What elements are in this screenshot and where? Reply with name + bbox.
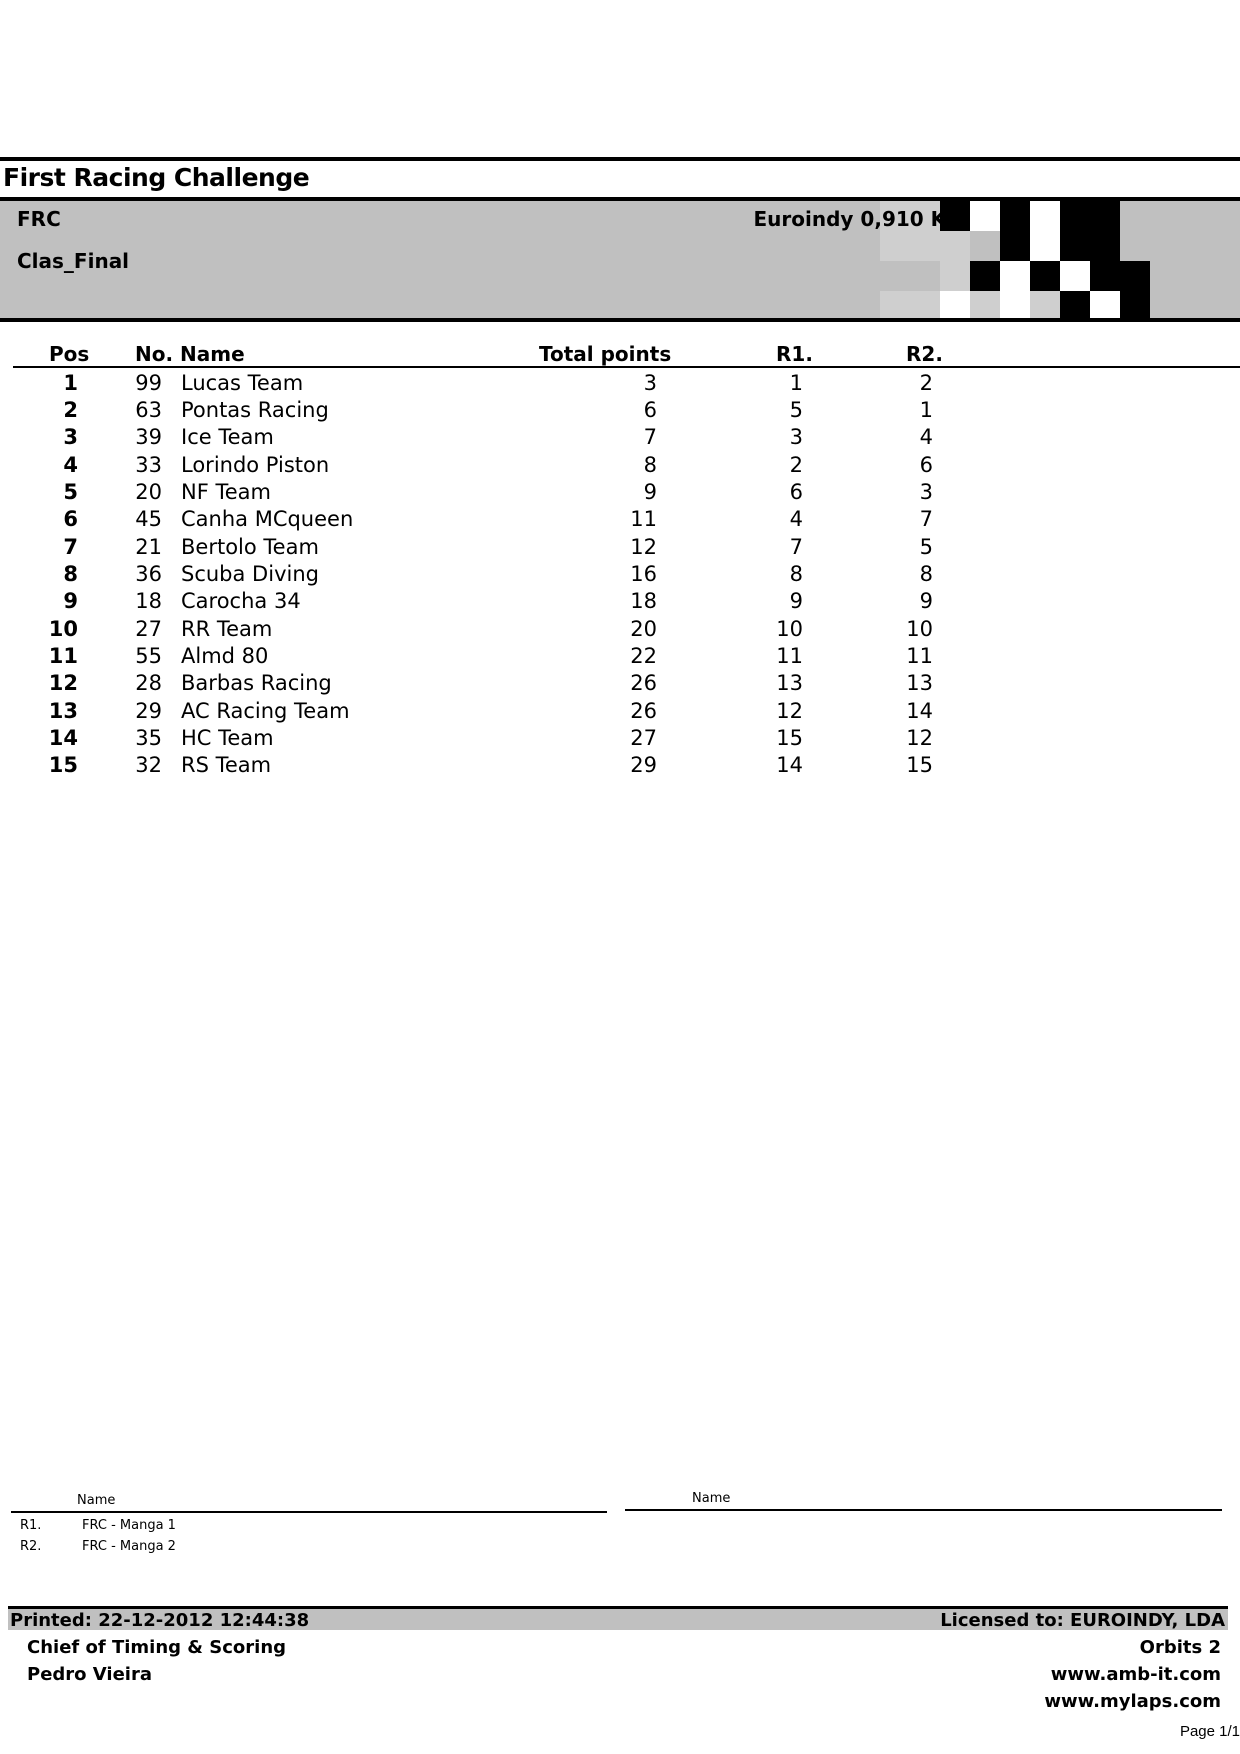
race1-result: 2 xyxy=(789,453,803,477)
flag-square xyxy=(1060,261,1090,291)
legend-left-rule xyxy=(11,1511,607,1513)
position: 10 xyxy=(48,617,78,641)
total-points: 12 xyxy=(630,535,657,559)
flag-square xyxy=(1000,231,1030,261)
table-row xyxy=(0,671,1240,698)
total-points: 22 xyxy=(630,644,657,668)
series-name: FRC xyxy=(17,207,61,231)
race2-result: 4 xyxy=(919,425,933,449)
race2-result: 15 xyxy=(906,753,933,777)
car-number: 20 xyxy=(135,480,162,504)
official-name: Pedro Vieira xyxy=(27,1664,152,1685)
position: 6 xyxy=(63,507,78,531)
total-points: 27 xyxy=(630,726,657,750)
race2-result: 14 xyxy=(906,699,933,723)
team-name: RS Team xyxy=(181,753,272,777)
race1-result: 12 xyxy=(776,699,803,723)
table-row xyxy=(0,398,1240,425)
position: 7 xyxy=(63,535,78,559)
track-name: Euroindy 0,910 Km xyxy=(753,207,967,231)
total-points: 26 xyxy=(630,671,657,695)
table-row xyxy=(0,699,1240,726)
flag-square xyxy=(1090,261,1120,291)
flag-square xyxy=(910,231,940,261)
flag-square xyxy=(880,291,910,320)
race2-result: 1 xyxy=(919,398,933,422)
position: 14 xyxy=(48,726,78,750)
page-number: Page 1/1 xyxy=(1179,1723,1240,1740)
race2-result: 7 xyxy=(919,507,933,531)
legend-left-header: Name xyxy=(77,1493,116,1508)
table-row xyxy=(0,371,1240,398)
total-points: 9 xyxy=(643,480,657,504)
column-header-pos: Pos xyxy=(49,342,90,366)
legend-right-header: Name xyxy=(692,1491,731,1506)
race2-result: 6 xyxy=(919,453,933,477)
car-number: 21 xyxy=(135,535,162,559)
flag-square xyxy=(1090,231,1120,261)
flag-square xyxy=(940,231,970,261)
team-name: Bertolo Team xyxy=(181,535,319,559)
flag-square xyxy=(970,291,1000,320)
table-row xyxy=(0,480,1240,507)
position: 4 xyxy=(63,453,78,477)
team-name: RR Team xyxy=(181,617,273,641)
car-number: 99 xyxy=(135,371,162,395)
flag-square xyxy=(1060,231,1090,261)
race1-result: 9 xyxy=(789,589,803,613)
flag-square xyxy=(970,261,1000,291)
car-number: 28 xyxy=(135,671,162,695)
total-points: 26 xyxy=(630,699,657,723)
flag-square xyxy=(1030,291,1060,320)
car-number: 27 xyxy=(135,617,162,641)
table-row xyxy=(0,535,1240,562)
team-name: AC Racing Team xyxy=(181,699,350,723)
top-rule xyxy=(0,157,1240,161)
legend-code: R2. xyxy=(20,1539,42,1554)
race1-result: 3 xyxy=(789,425,803,449)
flag-square xyxy=(1060,291,1090,320)
session-name: Clas_Final xyxy=(17,249,130,273)
race2-result: 11 xyxy=(906,644,933,668)
table-row xyxy=(0,453,1240,480)
position: 13 xyxy=(48,699,78,723)
flag-square xyxy=(940,261,970,291)
car-number: 32 xyxy=(135,753,162,777)
race2-result: 13 xyxy=(906,671,933,695)
team-name: Barbas Racing xyxy=(181,671,332,695)
total-points: 6 xyxy=(643,398,657,422)
flag-square xyxy=(910,291,940,320)
team-name: Carocha 34 xyxy=(181,589,301,613)
total-points: 7 xyxy=(643,425,657,449)
column-header-r1: R1. xyxy=(776,342,813,366)
official-role: Chief of Timing & Scoring xyxy=(27,1637,287,1658)
position: 5 xyxy=(63,480,78,504)
position: 2 xyxy=(63,398,78,422)
flag-square xyxy=(1000,291,1030,320)
table-row xyxy=(0,617,1240,644)
race2-result: 12 xyxy=(906,726,933,750)
table-row xyxy=(0,644,1240,671)
column-header-r2: R2. xyxy=(906,342,943,366)
car-number: 18 xyxy=(135,589,162,613)
flag-square xyxy=(1120,261,1150,291)
car-number: 55 xyxy=(135,644,162,668)
printed-timestamp: Printed: 22-12-2012 12:44:38 xyxy=(10,1610,310,1631)
race2-result: 2 xyxy=(919,371,933,395)
team-name: Almd 80 xyxy=(181,644,269,668)
race1-result: 6 xyxy=(789,480,803,504)
position: 1 xyxy=(63,371,78,395)
table-row xyxy=(0,726,1240,753)
page-title: First Racing Challenge xyxy=(3,163,310,192)
flag-square xyxy=(1030,261,1060,291)
team-name: Lorindo Piston xyxy=(181,453,330,477)
header-underline xyxy=(13,366,1240,368)
race2-result: 8 xyxy=(919,562,933,586)
legend-right-rule xyxy=(625,1509,1222,1511)
race1-result: 8 xyxy=(789,562,803,586)
team-name: Canha MCqueen xyxy=(181,507,354,531)
flag-square xyxy=(1060,201,1090,231)
race1-result: 5 xyxy=(789,398,803,422)
table-row xyxy=(0,589,1240,616)
flag-square xyxy=(1000,261,1030,291)
race2-result: 3 xyxy=(919,480,933,504)
table-row xyxy=(0,507,1240,534)
flag-square xyxy=(1090,201,1120,231)
flag-square xyxy=(1120,291,1150,320)
car-number: 35 xyxy=(135,726,162,750)
race2-result: 10 xyxy=(906,617,933,641)
car-number: 36 xyxy=(135,562,162,586)
position: 12 xyxy=(48,671,78,695)
team-name: Scuba Diving xyxy=(181,562,319,586)
race2-result: 5 xyxy=(919,535,933,559)
car-number: 63 xyxy=(135,398,162,422)
team-name: HC Team xyxy=(181,726,274,750)
flag-square xyxy=(970,201,1000,231)
car-number: 29 xyxy=(135,699,162,723)
flag-square xyxy=(1030,201,1060,231)
column-header-no-name: No. Name xyxy=(135,342,245,366)
position: 15 xyxy=(48,753,78,777)
website-link-mylaps[interactable]: www.mylaps.com xyxy=(1044,1691,1221,1712)
flag-square xyxy=(1000,201,1030,231)
legend-code: R1. xyxy=(20,1518,42,1533)
team-name: Ice Team xyxy=(181,425,274,449)
flag-square xyxy=(1090,291,1120,320)
position: 3 xyxy=(63,425,78,449)
race1-result: 11 xyxy=(776,644,803,668)
position: 9 xyxy=(63,589,78,613)
race1-result: 13 xyxy=(776,671,803,695)
team-name: Pontas Racing xyxy=(181,398,329,422)
position: 8 xyxy=(63,562,78,586)
table-row xyxy=(0,425,1240,452)
legend-race-name: FRC - Manga 2 xyxy=(82,1539,176,1554)
total-points: 8 xyxy=(643,453,657,477)
table-row xyxy=(0,753,1240,780)
race1-result: 15 xyxy=(776,726,803,750)
website-link-amb[interactable]: www.amb-it.com xyxy=(1050,1664,1221,1685)
race1-result: 10 xyxy=(776,617,803,641)
table-row xyxy=(0,562,1240,589)
position: 11 xyxy=(48,644,78,668)
race1-result: 4 xyxy=(789,507,803,531)
legend-race-name: FRC - Manga 1 xyxy=(82,1518,176,1533)
car-number: 45 xyxy=(135,507,162,531)
race1-result: 7 xyxy=(789,535,803,559)
total-points: 29 xyxy=(630,753,657,777)
team-name: NF Team xyxy=(181,480,271,504)
total-points: 18 xyxy=(630,589,657,613)
team-name: Lucas Team xyxy=(181,371,304,395)
car-number: 39 xyxy=(135,425,162,449)
flag-square xyxy=(1030,231,1060,261)
license-holder: Licensed to: EUROINDY, LDA xyxy=(940,1610,1225,1631)
total-points: 16 xyxy=(630,562,657,586)
flag-square xyxy=(880,231,910,261)
flag-square xyxy=(940,291,970,320)
race1-result: 14 xyxy=(776,753,803,777)
software-name: Orbits 2 xyxy=(1139,1637,1221,1658)
car-number: 33 xyxy=(135,453,162,477)
column-header-total-points: Total points xyxy=(539,342,672,366)
total-points: 3 xyxy=(643,371,657,395)
race1-result: 1 xyxy=(789,371,803,395)
race2-result: 9 xyxy=(919,589,933,613)
band-bottom-rule xyxy=(0,318,1240,322)
total-points: 20 xyxy=(630,617,657,641)
total-points: 11 xyxy=(630,507,657,531)
